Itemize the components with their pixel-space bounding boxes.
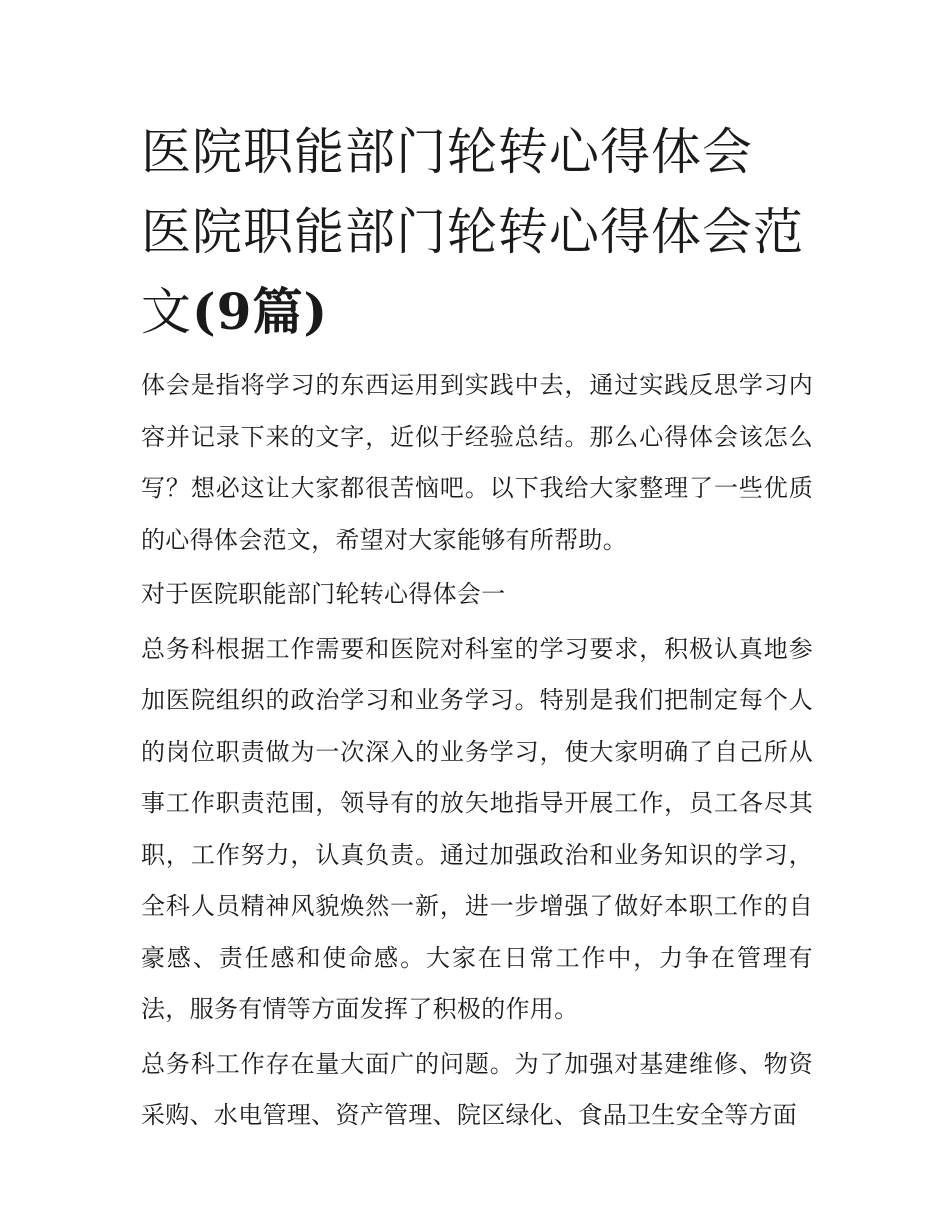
section-heading: 对于医院职能部门轮转心得体会一: [141, 580, 506, 608]
title-main-text: 医院职能部门轮转心得体会 医院职能部门轮转心得体会范文: [141, 123, 804, 341]
intro-paragraph: 体会是指将学习的东西运用到实践中去，通过实践反思学习内容并记录下来的文字，近似于经验总结。那么心得体会该怎么写？想必这让大家都很苦恼吧。以下我给大家整理了一些优质的心得体会范文，希望对大家能够有所帮助。: [141, 371, 813, 554]
body-paragraph: 总务科工作存在量大面广的问题。为了加强对基建维修、物资采购、水电管理、资产管理、院区绿化、食品卫生安全等方面: [141, 1049, 813, 1129]
body-paragraph: 总务科根据工作需要和医院对科室的学习要求，积极认真地参加医院组织的政治学习和业务学习。特别是我们把制定每个人的岗位职责做为一次深入的业务学习，使大家明确了自己所从事工作职责范围，领导有的放矢地指导开展工作，员工各尽其职，工作努力，认真负责。通过加强政治和业务知识的学习，全科人员精神风貌焕然一新，进一步增强了做好本职工作的自豪感、责任感和使命感。大家在日常工作中，力争在管理有法，服务有情等方面发挥了积极的作用。: [141, 634, 813, 1023]
title-count: (9篇): [192, 282, 329, 341]
document-page: [141, 112, 813, 1142]
document-title: [141, 112, 813, 352]
